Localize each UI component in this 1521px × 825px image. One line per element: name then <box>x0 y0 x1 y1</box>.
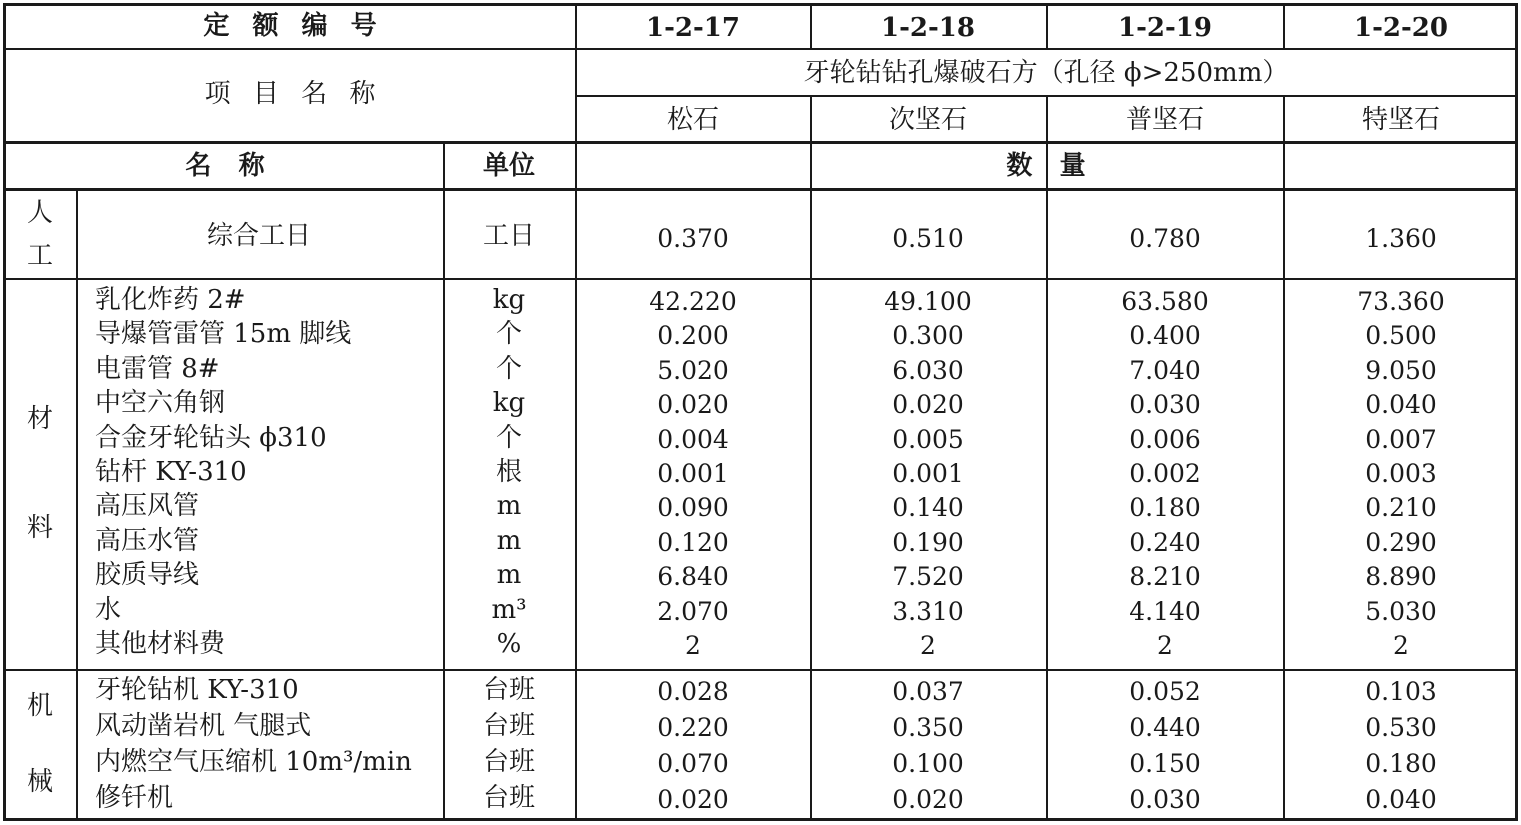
machine-row-value-4: 0.180 <box>1365 749 1437 778</box>
rock-type-1: 松石 <box>666 105 720 135</box>
machine-row-value-3: 0.030 <box>1129 785 1201 814</box>
material-row-value-3: 0.002 <box>1129 459 1201 488</box>
machine-row-value-3: 0.052 <box>1129 677 1201 706</box>
material-row-value-3: 0.006 <box>1129 424 1201 454</box>
material-row-unit: 个 <box>495 319 523 350</box>
material-row-name: 高压水管 <box>95 525 200 556</box>
rule-col-1b <box>810 95 812 821</box>
machine-row-name: 风动凿岩机 气腿式 <box>95 711 312 741</box>
material-row-value-2: 3.310 <box>892 596 964 626</box>
quota-table <box>3 3 1518 821</box>
rock-type-2: 次坚石 <box>888 105 968 135</box>
rule-material-bottom <box>3 669 1518 671</box>
material-row-value-4: 0.040 <box>1365 390 1437 420</box>
material-row-value-3: 7.040 <box>1129 355 1201 385</box>
rule-col-3b <box>1283 95 1285 821</box>
material-row-value-3: 0.240 <box>1129 527 1201 557</box>
material-row-value-1: 0.001 <box>657 459 729 488</box>
material-row-name: 导爆管雷管 15m 脚线 <box>95 319 352 350</box>
material-row-value-4: 0.007 <box>1365 424 1437 454</box>
material-row-name: 胶质导线 <box>95 560 200 591</box>
material-row-value-1: 0.090 <box>657 493 729 523</box>
rule-col-2 <box>1046 3 1048 48</box>
labor-value-2: 0.510 <box>892 224 964 253</box>
material-row-value-2: 0.020 <box>892 390 964 420</box>
material-row-unit: kg <box>492 285 526 315</box>
item-label: 项 目 名 称 <box>204 79 376 109</box>
machine-row-value-4: 0.530 <box>1365 713 1437 742</box>
rule-colhead-bottom <box>3 188 1518 191</box>
material-row-value-3: 0.180 <box>1129 493 1201 523</box>
material-category-char-1: 材 <box>26 404 54 434</box>
rule-col-category <box>76 188 78 821</box>
material-row-value-1: 0.020 <box>657 390 729 420</box>
rule-left <box>3 3 6 821</box>
rule-col-3 <box>1283 3 1285 48</box>
labor-name: 综合工日 <box>206 221 312 251</box>
material-row-unit: m <box>496 525 522 556</box>
rule-item-bottom <box>3 141 1518 144</box>
material-row-value-4: 0.290 <box>1365 527 1437 557</box>
material-row-value-2: 0.140 <box>892 493 964 523</box>
unit-label: 单位 <box>482 151 536 181</box>
material-row-value-1: 0.004 <box>657 424 729 454</box>
material-row-value-3: 2 <box>1157 631 1173 660</box>
rule-col-2b <box>1046 95 1048 821</box>
machine-row-value-2: 0.100 <box>892 749 964 778</box>
rule-right <box>1515 3 1518 821</box>
labor-category-char-2: 工 <box>26 241 54 271</box>
material-row-value-4: 0.500 <box>1365 321 1437 351</box>
code-label: 定 额 编 号 <box>203 11 377 41</box>
material-category-char-2: 料 <box>26 513 54 543</box>
material-row-name: 乳化炸药 2# <box>95 285 246 315</box>
material-row-value-2: 2 <box>920 631 936 660</box>
labor-unit: 工日 <box>482 221 536 251</box>
machine-category-char-2: 械 <box>26 767 54 797</box>
material-row-unit: % <box>496 629 522 659</box>
material-row-unit: m³ <box>491 594 527 625</box>
material-row-unit: m <box>496 491 522 522</box>
material-row-name: 中空六角钢 <box>95 388 226 419</box>
labor-category-char-1: 人 <box>26 198 54 228</box>
material-row-value-2: 0.001 <box>892 459 964 488</box>
material-row-name: 电雷管 8# <box>95 353 220 384</box>
machine-category-char-1: 机 <box>26 691 54 721</box>
quantity-label: 数 量 <box>1006 151 1086 181</box>
material-row-value-2: 0.190 <box>892 527 964 557</box>
material-row-value-3: 8.210 <box>1129 562 1201 592</box>
machine-row-value-2: 0.350 <box>892 713 964 742</box>
rule-col-unit <box>443 141 445 821</box>
code-2: 1-2-18 <box>881 13 975 43</box>
material-row-name: 钻杆 KY-310 <box>95 457 247 487</box>
material-row-value-1: 0.120 <box>657 527 729 557</box>
material-row-value-4: 5.030 <box>1365 596 1437 626</box>
machine-row-name: 内燃空气压缩机 10m³/min <box>95 747 412 777</box>
material-row-unit: kg <box>492 388 526 419</box>
code-3: 1-2-19 <box>1118 13 1212 43</box>
machine-row-value-1: 0.028 <box>657 677 729 706</box>
material-row-unit: m <box>496 560 522 591</box>
machine-row-unit: 台班 <box>482 675 536 705</box>
material-row-value-3: 0.400 <box>1129 321 1201 351</box>
material-row-value-2: 0.300 <box>892 321 964 351</box>
material-row-value-4: 8.890 <box>1365 562 1437 592</box>
material-row-value-2: 0.005 <box>892 424 964 454</box>
machine-row-unit: 台班 <box>482 783 536 813</box>
labor-value-3: 0.780 <box>1129 224 1201 253</box>
machine-row-value-2: 0.020 <box>892 785 964 814</box>
material-row-value-2: 49.100 <box>884 287 972 316</box>
material-row-value-3: 0.030 <box>1129 390 1201 420</box>
machine-row-value-4: 0.103 <box>1365 677 1437 706</box>
machine-row-name: 牙轮钻机 KY-310 <box>95 675 299 705</box>
rule-bottom <box>3 818 1518 821</box>
material-row-value-1: 2 <box>685 631 701 660</box>
material-row-name: 高压风管 <box>95 491 200 522</box>
rule-top <box>3 3 1518 6</box>
material-row-value-2: 6.030 <box>892 355 964 385</box>
material-row-value-1: 2.070 <box>657 596 729 626</box>
material-row-unit: 个 <box>495 353 523 384</box>
material-row-value-4: 9.050 <box>1365 355 1437 385</box>
material-row-name: 合金牙轮钻头 ϕ310 <box>95 422 327 453</box>
machine-row-name: 修钎机 <box>95 783 174 813</box>
material-row-value-3: 4.140 <box>1129 596 1201 626</box>
machine-row-value-4: 0.040 <box>1365 785 1437 814</box>
material-row-value-4: 0.210 <box>1365 493 1437 523</box>
machine-row-unit: 台班 <box>482 711 536 741</box>
material-row-value-2: 7.520 <box>892 562 964 592</box>
code-1: 1-2-17 <box>646 13 740 43</box>
material-row-name: 其他材料费 <box>95 629 226 659</box>
material-row-value-1: 42.220 <box>649 287 737 316</box>
material-row-value-4: 0.003 <box>1365 459 1437 488</box>
rule-labor-bottom <box>3 278 1518 280</box>
machine-row-value-1: 0.020 <box>657 785 729 814</box>
machine-row-value-3: 0.440 <box>1129 713 1201 742</box>
material-row-unit: 个 <box>495 422 523 453</box>
material-row-value-1: 0.200 <box>657 321 729 351</box>
name-label: 名 称 <box>185 151 265 181</box>
material-row-name: 水 <box>95 594 122 625</box>
material-row-unit: 根 <box>495 457 523 487</box>
material-row-value-3: 63.580 <box>1121 287 1209 316</box>
rule-col-1 <box>810 3 812 48</box>
machine-row-value-1: 0.070 <box>657 749 729 778</box>
rule-code-bottom <box>3 48 1518 50</box>
machine-row-value-3: 0.150 <box>1129 749 1201 778</box>
rule-col-values <box>575 3 577 821</box>
labor-value-4: 1.360 <box>1365 224 1437 253</box>
rock-type-3: 普坚石 <box>1125 105 1205 135</box>
machine-row-unit: 台班 <box>482 747 536 777</box>
machine-row-value-2: 0.037 <box>892 677 964 706</box>
machine-row-value-1: 0.220 <box>657 713 729 742</box>
material-row-value-1: 5.020 <box>657 355 729 385</box>
material-row-value-1: 6.840 <box>657 562 729 592</box>
code-4: 1-2-20 <box>1354 13 1448 43</box>
item-title: 牙轮钻钻孔爆破石方（孔径 ϕ>250mm） <box>803 58 1289 88</box>
labor-value-1: 0.370 <box>657 224 729 253</box>
material-row-value-4: 2 <box>1393 631 1409 660</box>
material-row-value-4: 73.360 <box>1357 287 1445 316</box>
rock-type-4: 特坚石 <box>1361 105 1441 135</box>
